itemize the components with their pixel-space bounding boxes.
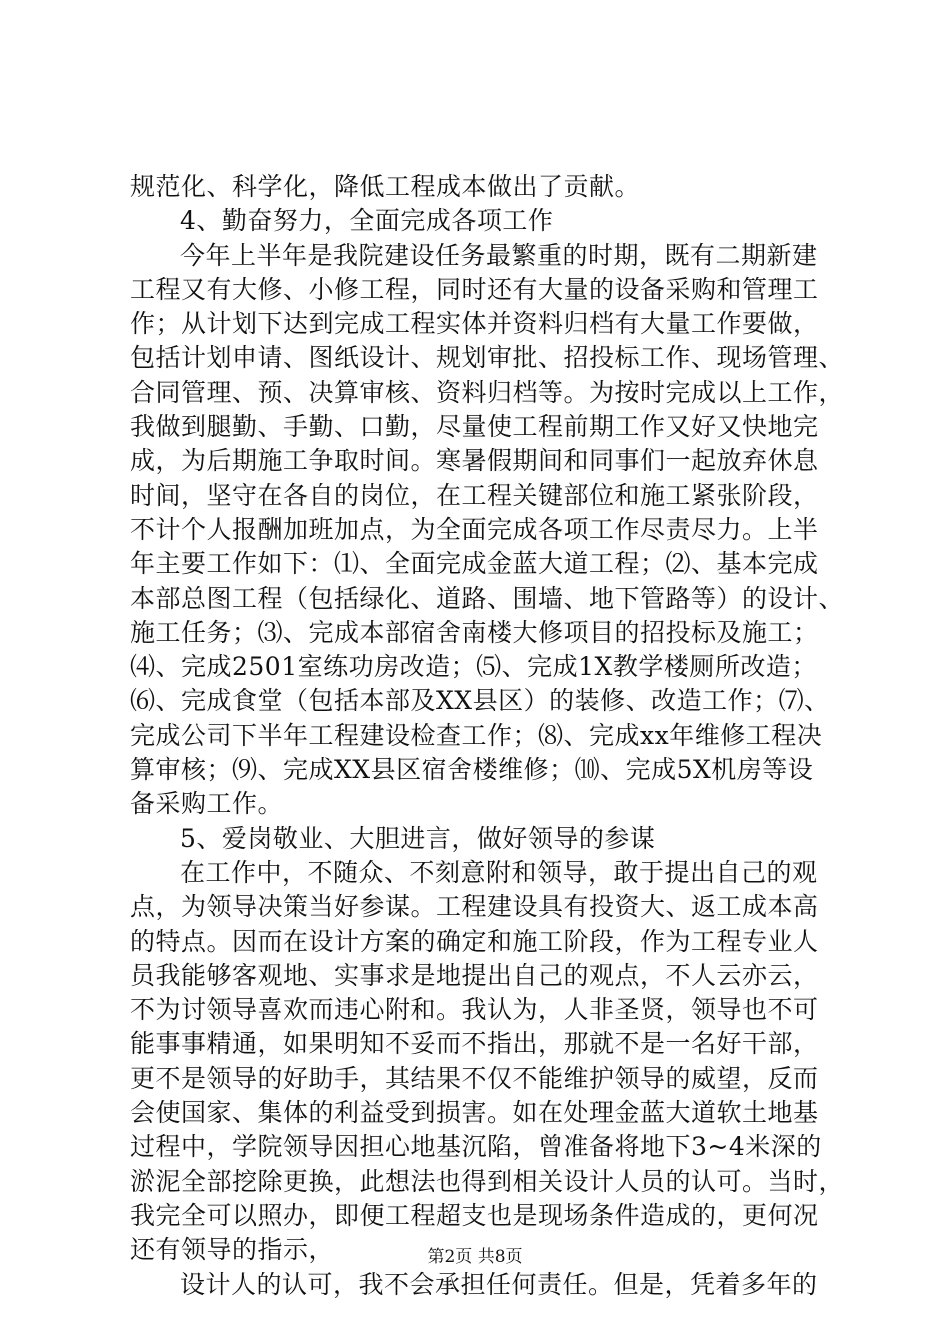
text-line: 设计人的认可，我不会承担任何责任。但是，凭着多年的 xyxy=(180,1269,818,1299)
text-line: 包括计划申请、图纸设计、规划审批、招投标工作、现场管理、 xyxy=(130,343,845,373)
text-line: 淤泥全部挖除更换，此想法也得到相关设计人员的认可。当时， xyxy=(130,1166,845,1196)
text-line: 算审核；⑼、完成XX县区宿舍楼维修；⑽、完成5X机房等设 xyxy=(130,755,814,785)
text-line: 作；从计划下达到完成工程实体并资料归档有大量工作要做， xyxy=(130,309,819,339)
text-line: 的特点。因而在设计方案的确定和施工阶段，作为工程专业人 xyxy=(130,926,819,956)
text-line: 能事事精通，如果明知不妥而不指出，那就不是一名好干部， xyxy=(130,1029,819,1059)
text-line: 员我能够客观地、实事求是地提出自己的观点，不人云亦云， xyxy=(130,960,819,990)
text-line: 5、爱岗敬业、大胆进言，做好领导的参谋 xyxy=(180,823,656,853)
text-line: ⑹、完成食堂（包括本部及XX县区）的装修、改造工作；⑺、 xyxy=(130,686,830,716)
document-body xyxy=(130,170,845,1302)
text-line: ⑷、完成2501室练功房改造；⑸、完成1X教学楼厕所改造； xyxy=(130,652,817,682)
text-line: 还有领导的指示， xyxy=(130,1235,335,1265)
text-line: 我做到腿勤、手勤、口勤，尽量使工程前期工作又好又快地完 xyxy=(130,412,819,442)
text-line: 本部总图工程（包括绿化、道路、围墙、地下管路等）的设计、 xyxy=(130,583,845,613)
text-line: 我完全可以照办，即便工程超支也是现场条件造成的，更何况 xyxy=(130,1200,819,1230)
page-footer: 第2页 共8页 xyxy=(427,1247,523,1267)
text-line: 过程中，学院领导因担心地基沉陷，曾准备将地下3~4米深的 xyxy=(130,1132,822,1162)
text-line: 在工作中，不随众、不刻意附和领导，敢于提出自己的观 xyxy=(180,857,818,887)
text-line: 时间，坚守在各自的岗位，在工程关键部位和施工紧张阶段， xyxy=(130,480,819,510)
text-line: 施工任务；⑶、完成本部宿舍南楼大修项目的招投标及施工； xyxy=(130,617,819,647)
text-line: 点，为领导决策当好参谋。工程建设具有投资大、返工成本高 xyxy=(130,892,819,922)
text-line: 今年上半年是我院建设任务最繁重的时期，既有二期新建 xyxy=(180,240,818,270)
text-line: 成，为后期施工争取时间。寒暑假期间和同事们一起放弃休息 xyxy=(130,446,819,476)
text-line: 不计个人报酬加班加点，为全面完成各项工作尽责尽力。上半 xyxy=(130,514,819,544)
text-line: 不为讨领导喜欢而违心附和。我认为，人非圣贤，领导也不可 xyxy=(130,995,819,1025)
text-line: 更不是领导的好助手，其结果不仅不能维护领导的威望，反而 xyxy=(130,1063,819,1093)
text-line: 年主要工作如下：⑴、全面完成金蓝大道工程；⑵、基本完成 xyxy=(130,549,819,579)
text-line: 完成公司下半年工程建设检查工作；⑻、完成xx年维修工程决 xyxy=(130,720,823,750)
text-line: 规范化、科学化，降低工程成本做出了贡献。 xyxy=(130,172,641,201)
text-line: 会使国家、集体的利益受到损害。如在处理金蓝大道软土地基 xyxy=(130,1098,819,1128)
text-line: 4、勤奋努力，全面完成各项工作 xyxy=(180,206,554,236)
text-line: 合同管理、预、决算审核、资料归档等。为按时完成以上工作， xyxy=(130,377,845,407)
text-line: 备采购工作。 xyxy=(130,789,284,819)
text-line: 工程又有大修、小修工程，同时还有大量的设备采购和管理工 xyxy=(130,274,819,304)
